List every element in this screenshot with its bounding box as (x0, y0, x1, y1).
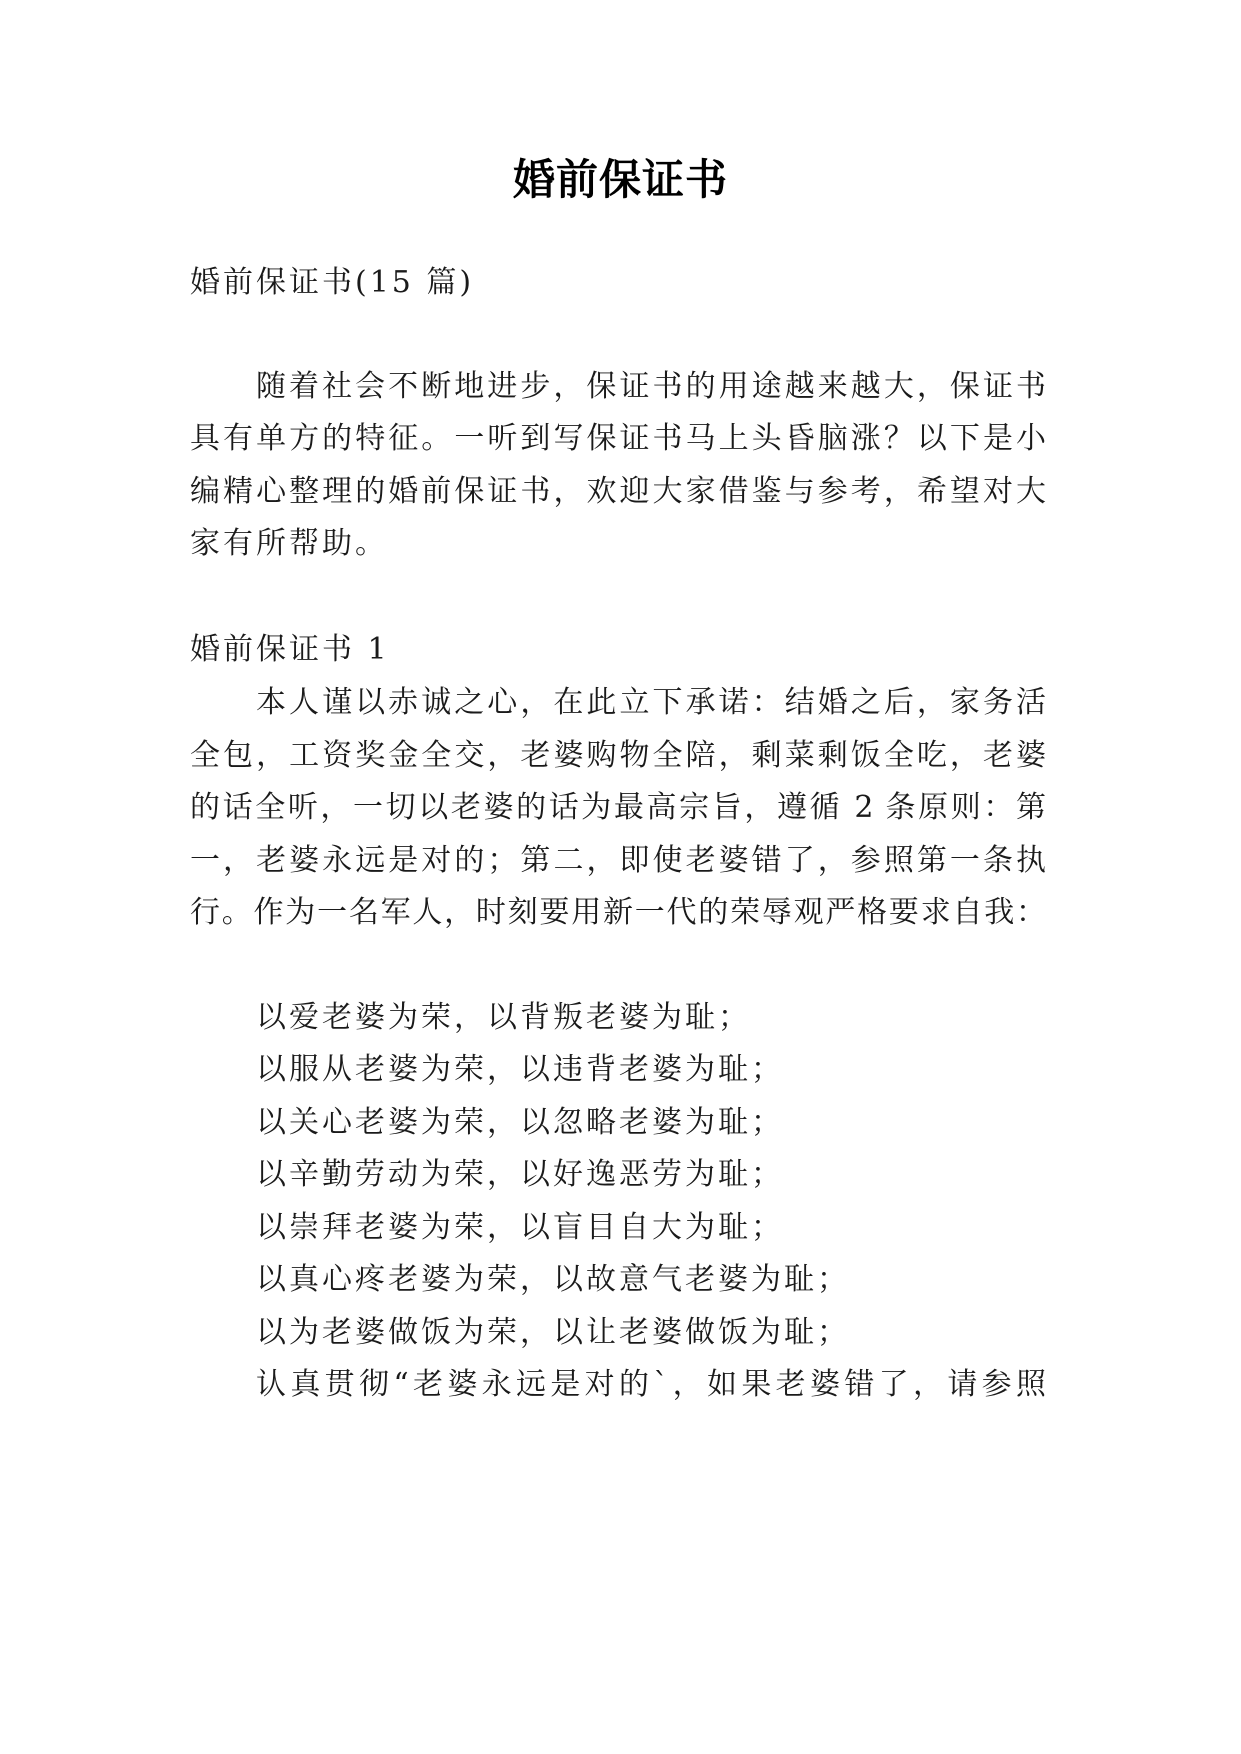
body-line-5: 行。作为一名军人，时刻要用新一代的荣辱观严格要求自我： (190, 895, 1046, 930)
intro-line-3: 编精心整理的婚前保证书，欢迎大家借鉴与参考，希望对大 (190, 474, 1046, 509)
body-line-4: 一，老婆永远是对的；第二，即使老婆错了，参照第一条执 (190, 843, 1046, 878)
document-subtitle: 婚前保证书(15 篇) (190, 265, 475, 300)
pledge-line-6: 以真心疼老婆为荣，以故意气老婆为耻； (256, 1262, 850, 1297)
intro-line-2: 具有单方的特征。一听到写保证书马上头昏脑涨？以下是小 (190, 421, 1046, 456)
pledge-line-7: 以为老婆做饭为荣，以让老婆做饭为耻； (256, 1315, 850, 1350)
body-line-3: 的话全听，一切以老婆的话为最高宗旨，遵循 2 条原则：第 (190, 790, 1046, 825)
body-line-1: 本人谨以赤诚之心，在此立下承诺：结婚之后，家务活 (256, 685, 1046, 720)
pledge-line-1: 以爱老婆为荣，以背叛老婆为耻； (256, 1000, 751, 1035)
pledge-line-3: 以关心老婆为荣，以忽略老婆为耻； (256, 1105, 784, 1140)
intro-line-4: 家有所帮助。 (190, 526, 388, 561)
section-heading: 婚前保证书 1 (190, 632, 390, 667)
pledge-line-5: 以崇拜老婆为荣，以盲目自大为耻； (256, 1210, 784, 1245)
document-title: 婚前保证书 (512, 155, 728, 204)
intro-line-1: 随着社会不断地进步，保证书的用途越来越大，保证书 (256, 369, 1046, 404)
pledge-line-8: 认真贯彻“老婆永远是对的`，如果老婆错了，请参照 (256, 1367, 1046, 1402)
pledge-line-2: 以服从老婆为荣，以违背老婆为耻； (256, 1052, 784, 1087)
pledge-line-4: 以辛勤劳动为荣，以好逸恶劳为耻； (256, 1157, 784, 1192)
body-line-2: 全包，工资奖金全交，老婆购物全陪，剩菜剩饭全吃，老婆 (190, 738, 1046, 773)
